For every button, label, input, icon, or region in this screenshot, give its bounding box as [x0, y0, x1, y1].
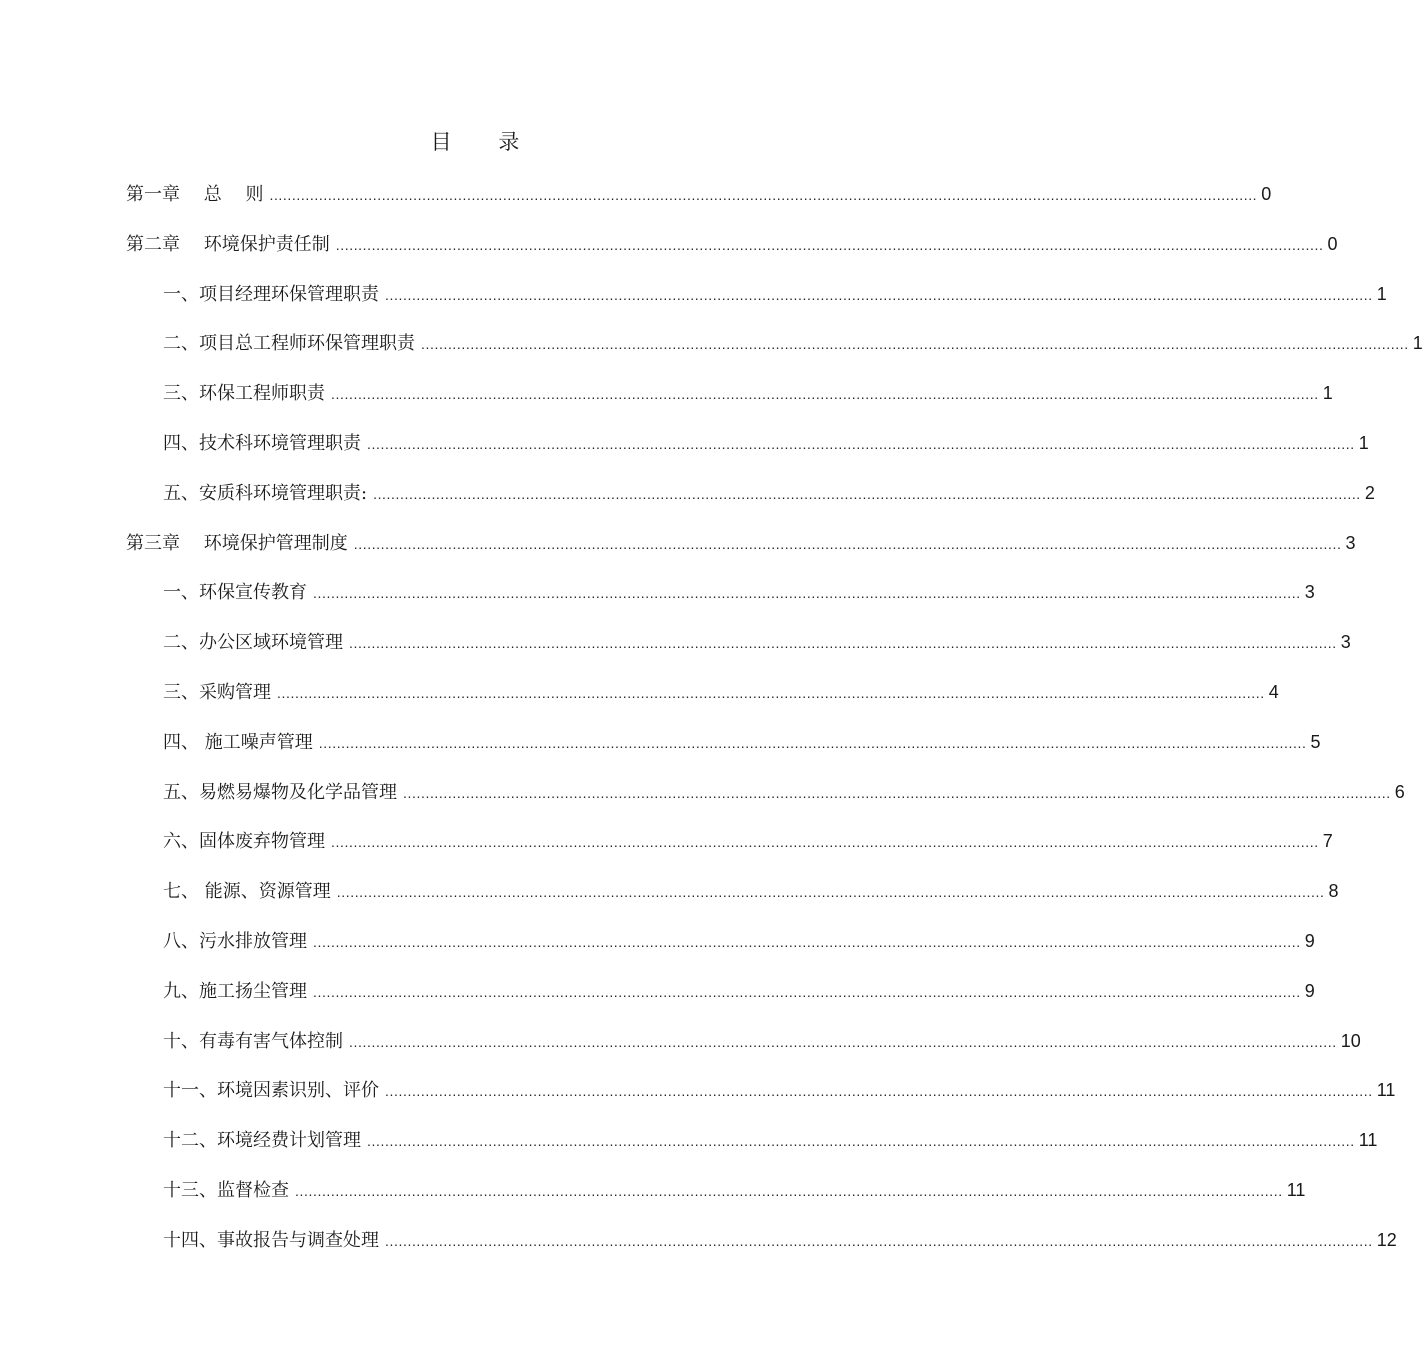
toc-entry-page-number: 0 — [1327, 234, 1338, 254]
toc-entry-page-number: 0 — [1261, 184, 1272, 204]
toc-title: 目 录 — [430, 130, 540, 154]
dot-leader: ............................................................................................................................................................................................................................ — [353, 536, 1342, 552]
dot-leader: ............................................................................................................................................................................................................................ — [313, 984, 1301, 1000]
dot-leader: ............................................................................................................................................................................................................................ — [421, 336, 1409, 352]
dot-leader: ............................................................................................................................................................................................................................ — [277, 685, 1265, 701]
toc-entry[interactable] — [163, 927, 1315, 953]
toc-entry-label: 第二章 环境保护责任制 — [126, 234, 330, 255]
toc-entry[interactable] — [163, 429, 1369, 455]
toc-entry-page-number: 6 — [1394, 782, 1405, 802]
toc-entry-page-number: 1 — [1376, 284, 1387, 304]
dot-leader: ............................................................................................................................................................................................................................ — [331, 834, 1319, 850]
dot-leader: ............................................................................................................................................................................................................................ — [403, 785, 1391, 801]
toc-entry[interactable] — [163, 1226, 1397, 1252]
dot-leader: ............................................................................................................................................................................................................................ — [385, 1083, 1373, 1099]
toc-entry[interactable] — [163, 678, 1279, 704]
toc-entry-page-number: 3 — [1345, 533, 1356, 553]
dot-leader: ............................................................................................................................................................................................................................ — [385, 1233, 1373, 1249]
dot-leader: ............................................................................................................................................................................................................................ — [318, 735, 1307, 751]
toc-entry-label: 一、环保宣传教育 — [163, 582, 307, 603]
toc-entry[interactable] — [163, 827, 1333, 853]
toc-entry[interactable] — [163, 977, 1315, 1003]
dot-leader: ............................................................................................................................................................................................................................ — [335, 237, 1324, 253]
toc-entry[interactable] — [163, 379, 1333, 405]
toc-entry-page-number: 5 — [1310, 732, 1321, 752]
dot-leader: ............................................................................................................................................................................................................................ — [331, 386, 1319, 402]
toc-entry[interactable] — [163, 329, 1423, 355]
dot-leader: ............................................................................................................................................................................................................................ — [349, 1034, 1337, 1050]
toc-entry-page-number: 12 — [1376, 1230, 1397, 1250]
toc-entry-page-number: 9 — [1304, 981, 1315, 1001]
toc-entry[interactable] — [163, 778, 1405, 804]
toc-entry-label: 七、 能源、资源管理 — [163, 881, 331, 902]
toc-entry[interactable] — [163, 1126, 1378, 1152]
toc-entry-page-number: 3 — [1304, 582, 1315, 602]
toc-entry-label: 第三章 环境保护管理制度 — [126, 533, 348, 554]
toc-entry[interactable] — [163, 628, 1351, 654]
toc-entry-label: 十四、事故报告与调查处理 — [163, 1230, 379, 1251]
toc-entry[interactable] — [126, 180, 1272, 206]
toc-entry-label: 十三、监督检查 — [163, 1180, 289, 1201]
toc-entry-label: 五、安质科环境管理职责: — [163, 483, 368, 504]
dot-leader: ............................................................................................................................................................................................................................ — [367, 436, 1355, 452]
toc-entry[interactable] — [163, 1027, 1361, 1053]
toc-entry-page-number: 9 — [1304, 931, 1315, 951]
toc-entry-page-number: 7 — [1322, 831, 1333, 851]
toc-entry-page-number: 8 — [1328, 881, 1339, 901]
toc-entry-label: 四、 施工噪声管理 — [163, 732, 313, 753]
dot-leader: ............................................................................................................................................................................................................................ — [313, 934, 1301, 950]
dot-leader: ............................................................................................................................................................................................................................ — [269, 187, 1258, 203]
toc-entry[interactable] — [163, 280, 1387, 306]
toc-entry-page-number: 11 — [1358, 1130, 1378, 1150]
dot-leader: ............................................................................................................................................................................................................................ — [313, 585, 1301, 601]
toc-entry-page-number: 1 — [1412, 333, 1423, 353]
toc-entry-label: 二、办公区域环境管理 — [163, 632, 343, 653]
toc-entry-page-number: 3 — [1340, 632, 1351, 652]
toc-entry-label: 八、污水排放管理 — [163, 931, 307, 952]
toc-entry-label: 三、环保工程师职责 — [163, 383, 325, 404]
toc-entry-page-number: 11 — [1286, 1180, 1306, 1200]
toc-entry[interactable] — [163, 1076, 1396, 1102]
toc-entry-page-number: 4 — [1268, 682, 1279, 702]
toc-entry-label: 十、有毒有害气体控制 — [163, 1031, 343, 1052]
toc-entry[interactable] — [163, 877, 1339, 903]
toc-entry[interactable] — [126, 529, 1356, 555]
toc-entry-label: 三、采购管理 — [163, 682, 271, 703]
toc-entry-page-number: 2 — [1364, 483, 1375, 503]
dot-leader: ............................................................................................................................................................................................................................ — [349, 635, 1337, 651]
toc-entry-label: 四、技术科环境管理职责 — [163, 433, 361, 454]
dot-leader: ............................................................................................................................................................................................................................ — [367, 1133, 1355, 1149]
dot-leader: ............................................................................................................................................................................................................................ — [336, 884, 1325, 900]
toc-entry-label: 十一、环境因素识别、评价 — [163, 1080, 379, 1101]
toc-entry[interactable] — [163, 1176, 1306, 1202]
dot-leader: ............................................................................................................................................................................................................................ — [385, 287, 1373, 303]
toc-entry-page-number: 1 — [1322, 383, 1333, 403]
toc-entry-label: 二、项目总工程师环保管理职责 — [163, 333, 415, 354]
dot-leader: ............................................................................................................................................................................................................................ — [295, 1183, 1283, 1199]
toc-entry-label: 一、项目经理环保管理职责 — [163, 284, 379, 305]
toc-entry-page-number: 1 — [1358, 433, 1369, 453]
dot-leader: ............................................................................................................................................................................................................................ — [373, 486, 1361, 502]
toc-entry[interactable] — [163, 578, 1315, 604]
toc-entry-label: 五、易燃易爆物及化学品管理 — [163, 782, 397, 803]
toc-entry-page-number: 11 — [1376, 1080, 1396, 1100]
toc-entry-label: 第一章 总 则 — [126, 184, 264, 205]
toc-entry[interactable] — [163, 728, 1321, 754]
toc-entry[interactable] — [163, 479, 1375, 505]
toc-entry-label: 六、固体废弃物管理 — [163, 831, 325, 852]
toc-entry-page-number: 10 — [1340, 1031, 1361, 1051]
toc-entry-label: 九、施工扬尘管理 — [163, 981, 307, 1002]
toc-entry-label: 十二、环境经费计划管理 — [163, 1130, 361, 1151]
toc-entry[interactable] — [126, 230, 1338, 256]
